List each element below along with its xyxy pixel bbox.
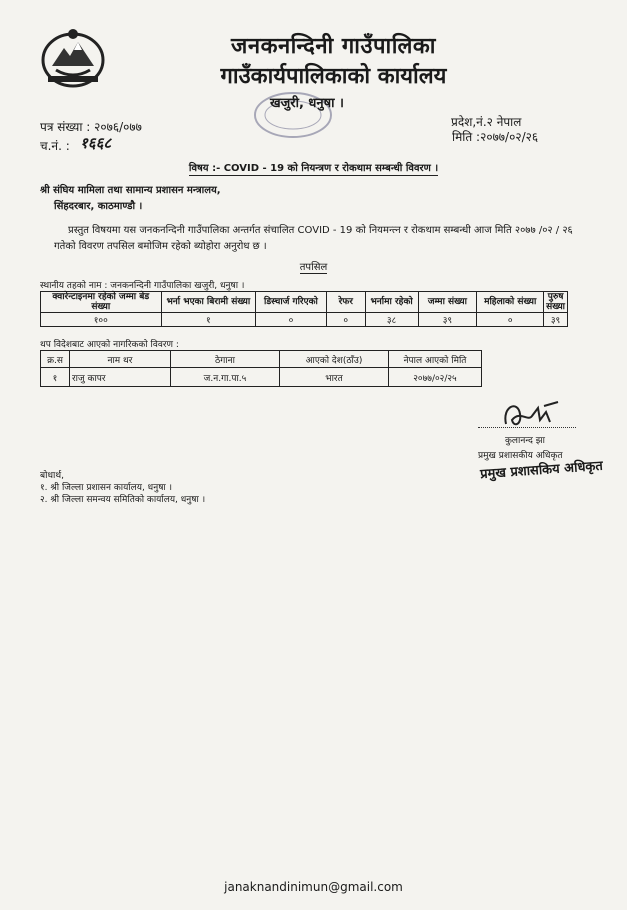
table-header-cell: नेपाल आएको मिति [389,351,482,368]
letter-number: पत्र संख्या : २०७६/०७७ [40,120,142,134]
table-header-cell: नाम थर [70,351,171,368]
table-cell: ३९ [544,313,568,327]
subject-text: विषय :- COVID - 19 को नियन्त्रण र रोकथाम सम्बन्धी विवरण । [188,163,439,174]
table-header-row [41,292,568,313]
table-header-cell: क्वारेन्टाइनमा रहेको जम्मा बेड संख्या [41,292,162,313]
subject-line [0,160,627,174]
table-header-cell: भर्ना भएका बिरामी संख्या [161,292,256,313]
org-name-line3: खजुरी, धनुषा । [270,96,344,111]
table-header-cell: डिस्चार्ज गरिएको [256,292,327,313]
table-cell: ० [326,313,365,327]
cc-item: १. श्री जिल्ला प्रशासन कार्यालय, धनुषा । [40,483,173,493]
org-name-line1: जनकनन्दिनी गाउँपालिका [231,34,436,59]
cc-label: बोधार्थ, [40,471,64,481]
table-cell: भारत [280,368,389,387]
dispatch-number-label: च.नं. : [40,139,70,153]
table-cell: ३९ [418,313,477,327]
table-row [41,368,482,387]
table-cell: ० [256,313,327,327]
tapasil-text: तपसिल [299,262,328,273]
body-paragraph: प्रस्तुत विषयमा यस जनकनन्दिनी गाउँपालिका अन्तर्गत संचालित COVID - 19 को नियमन्त्न र रोकथाम सम्बन्धी आज मिति २०७७ /०२ / २६ गतेको विवरण तपसिल बमोजिम रहेको ब्योहोरा अनुरोध छ । [54,225,573,252]
table-cell: २०७७/०२/२५ [389,368,482,387]
table-header-cell: ठेगाना [171,351,280,368]
table-header-cell: क्र.स [41,351,70,368]
signatory-name: कुलानन्द झा [505,436,545,446]
foreign-caption: थप विदेशबाट आएको नागरिकको विवरण : [40,340,179,350]
covid-stats-table [40,291,568,327]
org-name-line2: गाउँकार्यपालिकाको कार्यालय [220,64,447,89]
table-header-cell: आएको देश(ठाँउ) [280,351,389,368]
tapasil-heading [0,259,627,273]
table-header-cell: महिलाको संख्या [477,292,544,313]
footer-email: janaknandinimun@gmail.com [224,880,403,894]
designation-stamp: प्रमुख प्रशासकिय अधिकृत [479,458,604,483]
signature-line [478,427,576,428]
signatory-title: प्रमुख प्रशासकीय अधिकृत [478,451,563,461]
table-header-cell: भर्नामा रहेको [365,292,418,313]
letter-date: मिति :२०७७/०२/२६ [452,130,539,144]
table-cell: ० [477,313,544,327]
recipient-line2: सिंहदरबार, काठमाण्डौ । [54,201,143,212]
province-label: प्रदेश,नं.२ नेपाल [451,115,522,129]
recipient-line1: श्री संघिय मामिला तथा सामान्य प्रशासन मन्त्रालय, [40,185,221,196]
table-header-cell: पुरुष संख्या [544,292,568,313]
table-cell: ज.न.गा.पा.५ [171,368,280,387]
cc-item: २. श्री जिल्ला समन्वय समितिको कार्यालय, धनुषा । [40,495,206,505]
table-header-cell: जम्मा संख्या [418,292,477,313]
table-row [41,313,568,327]
table-header-row [41,351,482,368]
table-cell: १ [41,368,70,387]
table-cell: ३८ [365,313,418,327]
table-cell: राजु कापर [70,368,171,387]
table-cell: १०० [41,313,162,327]
foreign-arrivals-table [40,350,482,387]
dispatch-number-value: १६६८ [80,134,112,152]
table-cell: १ [161,313,256,327]
table-header-cell: रेफर [326,292,365,313]
local-body-name: स्थानीय तहको नाम : जनकनन्दिनी गाउँपालिका खजुरी, धनुषा । [40,281,245,291]
